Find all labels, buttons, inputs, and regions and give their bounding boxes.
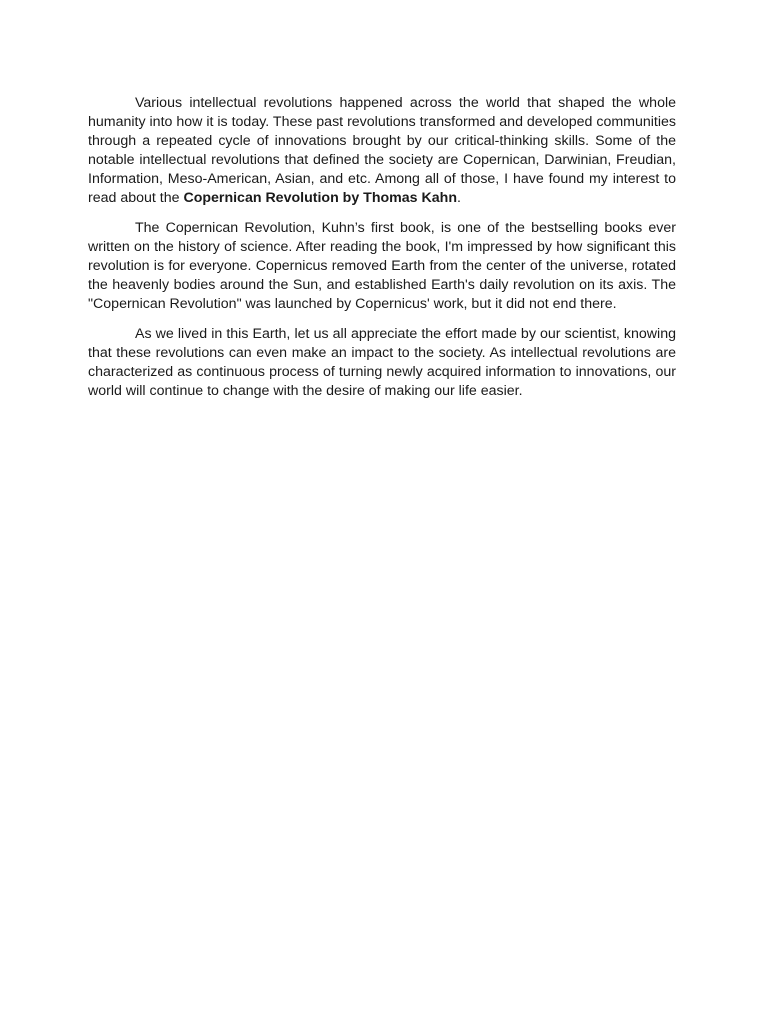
paragraph-conclusion: As we lived in this Earth, let us all appreciate the effort made by our scientist, knowing that these revolutions can even make an impact to the society. As intellectual revolutions are characterized as continuous process of turning newly acquired information to innovations, our world will continue to change with the desire of making our life easier. bbox=[88, 326, 676, 399]
paragraph-intro bbox=[88, 94, 676, 208]
book-title-emphasis: Copernican Revolution by Thomas Kahn bbox=[183, 190, 457, 206]
document-body bbox=[88, 94, 676, 412]
paragraph-book-summary: The Copernican Revolution, Kuhn’s first book, is one of the bestselling books ever written on the history of science. After reading the book, I'm impressed by how significant this revolution is for everyone. Copernicus removed Earth from the center of the universe, rotated the heavenly bodies around the Sun, and established Earth's daily revolution on its axis. The "Copernican Revolution" was launched by Copernicus' work, but it did not end there. bbox=[88, 220, 676, 312]
paragraph-intro-text: Various intellectual revolutions happened across the world that shaped the whole humanity into how it is today. These past revolutions transformed and developed communities through a repeated cycle of innovations brought by our critical-thinking skills. Some of the notable intellectual revolutions that defined the society are Copernican, Darwinian, Freudian, Information, Meso-American, Asian, and etc. Among all of those, I have found my interest to read about the bbox=[88, 95, 676, 206]
paragraph-intro-end: . bbox=[457, 190, 461, 206]
